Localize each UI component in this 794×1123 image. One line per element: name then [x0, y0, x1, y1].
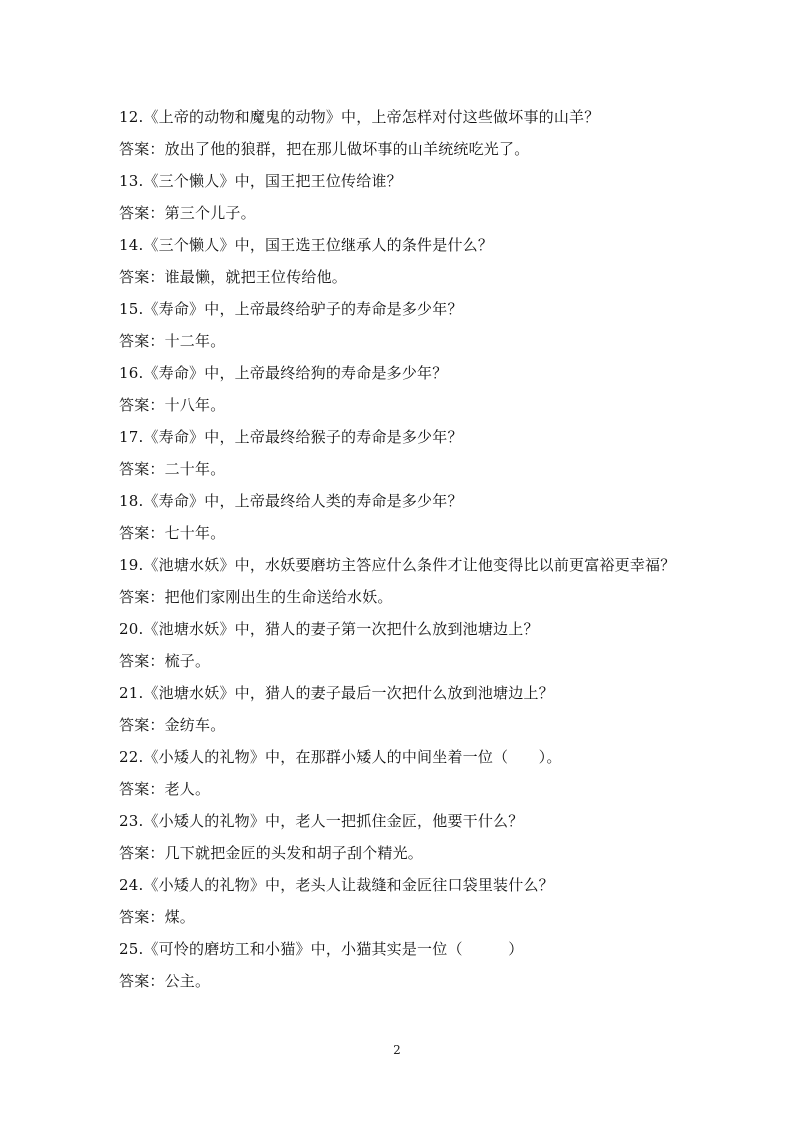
question-23: 23.《小矮人的礼物》中，老人一把抓住金匠，他要干什么？ [119, 812, 524, 830]
question-20: 20.《池塘水妖》中，猎人的妻子第一次把什么放到池塘边上？ [119, 620, 539, 638]
answer-15: 答案：十二年。 [119, 332, 226, 350]
answer-17: 答案：二十年。 [119, 460, 226, 478]
answer-19: 答案：把他们家刚出生的生命送给水妖。 [119, 588, 393, 606]
question-17: 17.《寿命》中，上帝最终给猴子的寿命是多少年？ [119, 428, 463, 446]
answer-13: 答案：第三个儿子。 [119, 204, 256, 222]
answer-24: 答案：煤。 [119, 908, 196, 926]
qa-content [119, 101, 685, 997]
question-12: 12.《上帝的动物和魔鬼的动物》中，上帝怎样对付这些做坏事的山羊？ [119, 108, 600, 126]
answer-20: 答案：梳子。 [119, 652, 211, 670]
question-15: 15.《寿命》中，上帝最终给驴子的寿命是多少年？ [119, 300, 463, 318]
answer-16: 答案：十八年。 [119, 396, 226, 414]
question-19: 19.《池塘水妖》中，水妖要磨坊主答应什么条件才让他变得比以前更富裕更幸福？ [119, 556, 676, 574]
answer-14: 答案：谁最懒，就把王位传给他。 [119, 268, 348, 286]
question-25: 25.《可怜的磨坊工和小猫》中，小猫其实是一位（ ） [119, 940, 524, 958]
answer-23: 答案：几下就把金匠的头发和胡子刮个精光。 [119, 844, 424, 862]
answer-18: 答案：七十年。 [119, 524, 226, 542]
question-21: 21.《池塘水妖》中，猎人的妻子最后一次把什么放到池塘边上？ [119, 684, 554, 702]
answer-25: 答案：公主。 [119, 972, 211, 990]
answer-21: 答案：金纺车。 [119, 716, 226, 734]
question-13: 13.《三个懒人》中，国王把王位传给谁？ [119, 172, 402, 190]
question-18: 18.《寿命》中，上帝最终给人类的寿命是多少年？ [119, 492, 463, 510]
page-number: 2 [393, 1043, 401, 1057]
question-24: 24.《小矮人的礼物》中，老头人让裁缝和金匠往口袋里装什么？ [119, 876, 554, 894]
answer-22: 答案：老人。 [119, 780, 211, 798]
question-14: 14.《三个懒人》中，国王选王位继承人的条件是什么？ [119, 236, 494, 254]
answer-12: 答案：放出了他的狼群，把在那儿做坏事的山羊统统吃光了。 [119, 140, 530, 158]
question-22: 22.《小矮人的礼物》中，在那群小矮人的中间坐着一位（ ）。 [119, 748, 562, 766]
question-16: 16.《寿命》中，上帝最终给狗的寿命是多少年？ [119, 364, 448, 382]
